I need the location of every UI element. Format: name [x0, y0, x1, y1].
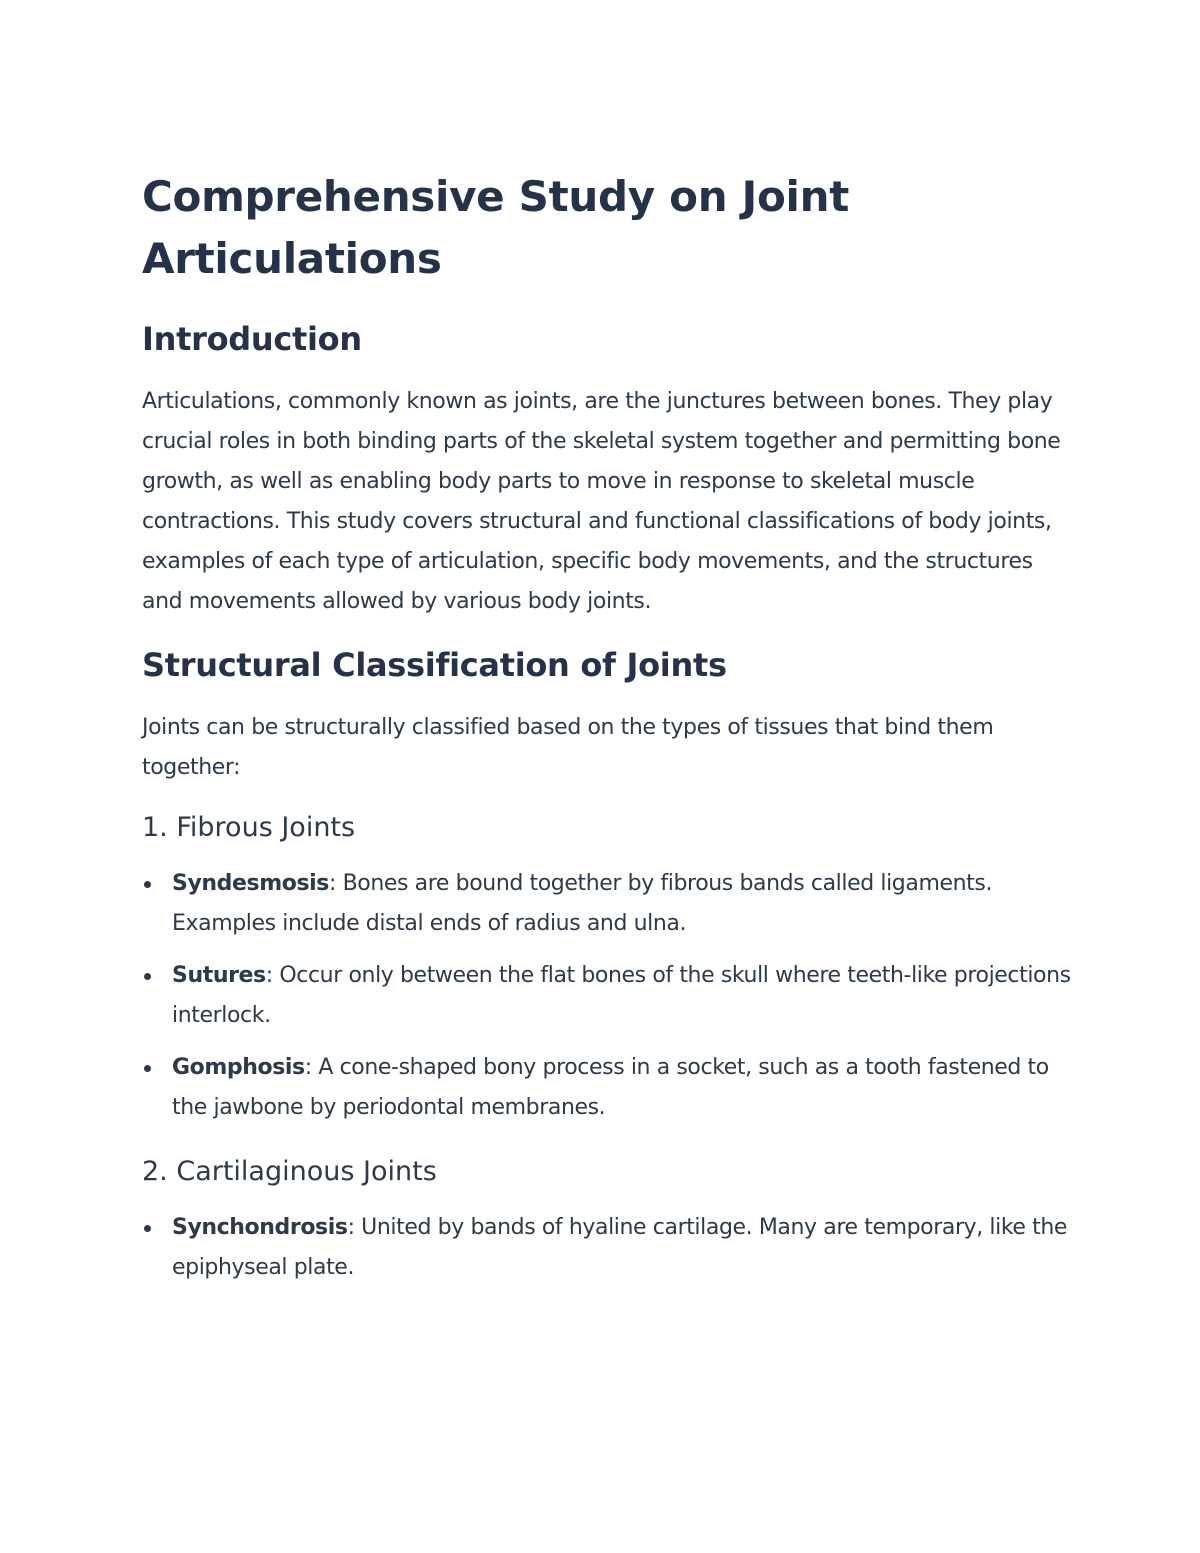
bullet-icon — [144, 881, 151, 888]
list-item-text: : Bones are bound together by fibrous bands called ligaments. Examples include distal ends of radius and ulna. — [172, 871, 993, 936]
list-item-text: : A cone-shaped bony process in a socket, such as a tooth fastened to the jawbone by periodontal membranes. — [172, 1055, 1049, 1120]
cartilaginous-joints-list — [142, 1208, 1072, 1288]
fibrous-joints-list — [142, 864, 1072, 1128]
bullet-icon — [144, 1065, 151, 1072]
structural-classification-paragraph: Joints can be structurally classified based on the types of tissues that bind them together: — [142, 715, 994, 780]
list-item-term: Syndesmosis — [172, 871, 329, 896]
fibrous-joints-heading: 1. Fibrous Joints — [142, 812, 356, 843]
bullet-icon — [144, 973, 151, 980]
document-page — [142, 166, 1072, 1314]
list-item-text: : United by bands of hyaline cartilage. Many are temporary, like the epiphyseal plate. — [172, 1215, 1068, 1280]
list-item — [142, 864, 1072, 944]
introduction-heading: Introduction — [142, 320, 362, 358]
list-item-text: : Occur only between the flat bones of the skull where teeth-like projections interlock. — [172, 963, 1071, 1028]
list-item — [142, 1208, 1072, 1288]
list-item-term: Gomphosis — [172, 1055, 305, 1080]
cartilaginous-joints-heading: 2. Cartilaginous Joints — [142, 1156, 437, 1187]
structural-classification-heading: Structural Classification of Joints — [142, 646, 727, 684]
introduction-paragraph: Articulations, commonly known as joints, are the junctures between bones. They play crucial roles in both binding parts of the skeletal system together and permitting bone growth, as well as enabling body parts to move in response to skeletal muscle contractions. This study covers structural and functional classifications of body joints, examples of each type of articulation, specific body movements, and the structures and movements allowed by various body joints. — [142, 389, 1061, 614]
document-title: Comprehensive Study on Joint Articulations — [142, 172, 849, 283]
list-item — [142, 956, 1072, 1036]
list-item — [142, 1048, 1072, 1128]
list-item-term: Sutures — [172, 963, 266, 988]
list-item-term: Synchondrosis — [172, 1215, 348, 1240]
bullet-icon — [144, 1225, 151, 1232]
